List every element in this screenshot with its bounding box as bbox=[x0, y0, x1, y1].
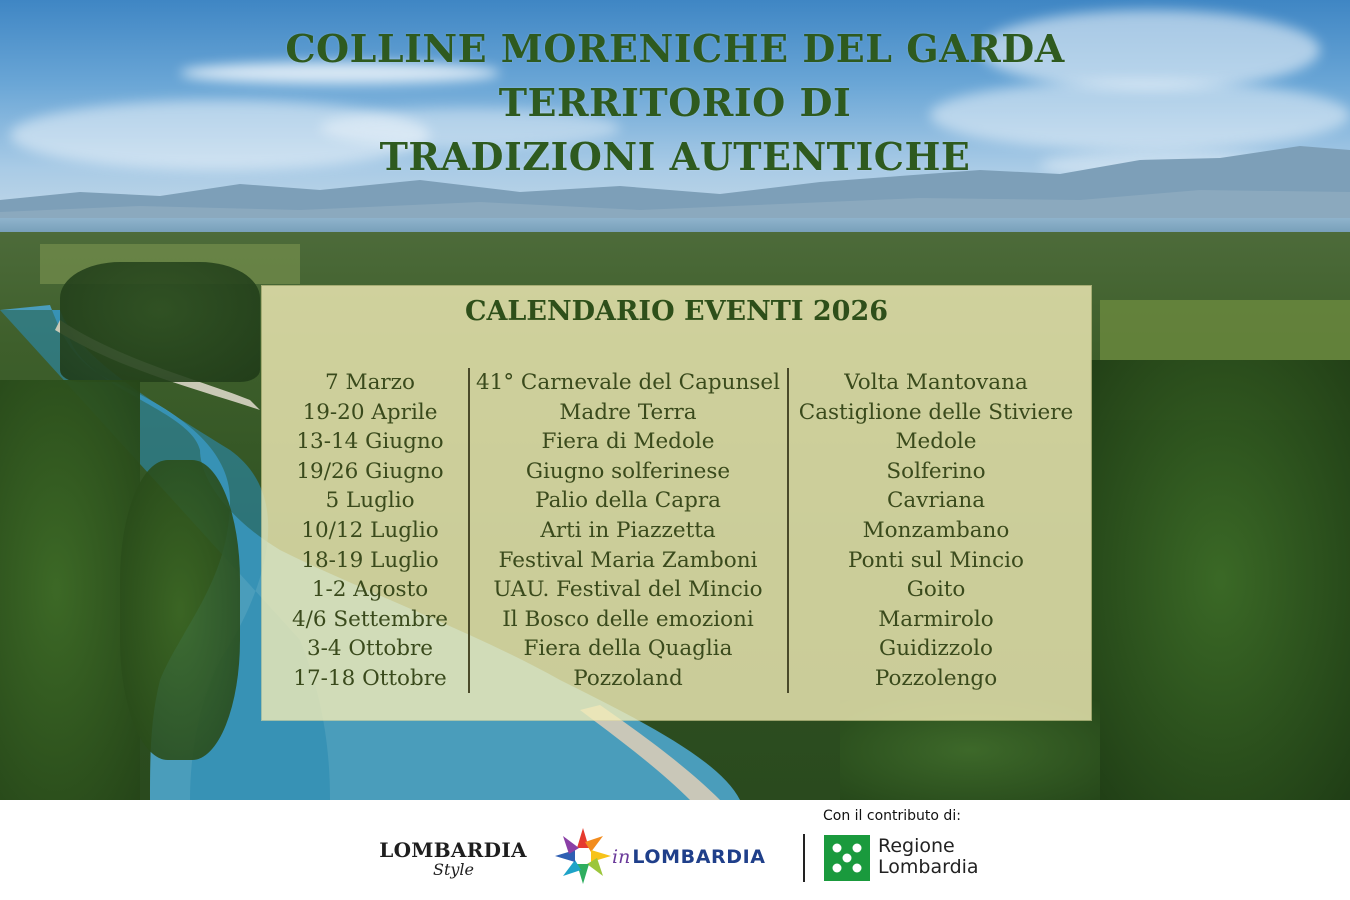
event-place: Monzambano bbox=[862, 517, 1010, 543]
event-date: 1-2 Agosto bbox=[311, 577, 429, 603]
regione-lombardia-logo bbox=[878, 836, 979, 878]
events-calendar-panel bbox=[262, 286, 1091, 720]
event-date: 4/6 Settembre bbox=[291, 606, 449, 632]
in-lombardia-prefix: in bbox=[612, 846, 631, 868]
event-date: 7 Marzo bbox=[325, 370, 415, 395]
event-name: Arti in Piazzetta bbox=[540, 517, 716, 543]
event-place: Solferino bbox=[886, 458, 986, 484]
events-column bbox=[470, 368, 786, 694]
event-place: Volta Mantovana bbox=[844, 370, 1028, 395]
title-line-2: TERRITORIO DI bbox=[498, 80, 852, 125]
event-place: Goito bbox=[906, 577, 966, 603]
event-name: Madre Terra bbox=[559, 399, 697, 425]
event-name: Fiera di Medole bbox=[541, 429, 715, 455]
regione-lombardia-line-2: Lombardia bbox=[878, 856, 979, 878]
event-date: 3-4 Ottobre bbox=[306, 636, 434, 662]
event-place: Pozzolengo bbox=[874, 665, 998, 691]
event-name: Giugno solferinese bbox=[525, 458, 731, 484]
in-lombardia-name: LOMBARDIA bbox=[632, 846, 766, 868]
title-line-1: COLLINE MORENICHE DEL GARDA bbox=[285, 26, 1065, 71]
title-line-3: TRADIZIONI AUTENTICHE bbox=[379, 134, 971, 179]
footer-divider bbox=[803, 834, 805, 882]
event-place: Cavriana bbox=[886, 488, 986, 514]
regione-lombardia-cross-icon bbox=[824, 835, 870, 881]
event-date: 10/12 Luglio bbox=[301, 517, 439, 543]
lombardia-style-tagline: Style bbox=[432, 860, 474, 879]
event-place: Marmirolo bbox=[878, 606, 994, 632]
event-place: Ponti sul Mincio bbox=[848, 547, 1024, 573]
event-name: Palio della Capra bbox=[535, 488, 721, 514]
event-date: 13-14 Giugno bbox=[296, 429, 444, 455]
event-date: 5 Luglio bbox=[325, 488, 415, 514]
page-title bbox=[0, 22, 1350, 184]
lombardia-style-name: LOMBARDIA bbox=[379, 838, 527, 862]
dates-column bbox=[272, 368, 468, 694]
contribution-label: Con il contributo di: bbox=[823, 808, 961, 824]
event-name: Fiera della Quaglia bbox=[523, 636, 733, 662]
event-name: Pozzoland bbox=[573, 665, 683, 691]
event-name: Festival Maria Zamboni bbox=[498, 547, 758, 573]
event-date: 19-20 Aprile bbox=[302, 399, 438, 425]
event-date: 18-19 Luglio bbox=[301, 547, 439, 573]
event-place: Medole bbox=[895, 429, 977, 455]
event-date: 19/26 Giugno bbox=[296, 458, 444, 484]
calendar-title: CALENDARIO EVENTI 2026 bbox=[464, 296, 889, 327]
event-name: 41° Carnevale del Capunsel bbox=[475, 370, 780, 395]
event-name: Il Bosco delle emozioni bbox=[502, 606, 754, 632]
lombardia-style-logo bbox=[376, 838, 530, 878]
event-place: Castiglione delle Stiviere bbox=[798, 399, 1074, 425]
event-date: 17-18 Ottobre bbox=[293, 665, 447, 691]
in-lombardia-star-icon bbox=[553, 826, 613, 886]
regione-lombardia-line-1: Regione bbox=[878, 835, 955, 857]
places-column bbox=[789, 368, 1083, 694]
event-name: UAU. Festival del Mincio bbox=[493, 577, 763, 603]
in-lombardia-logo bbox=[612, 846, 766, 868]
event-place: Guidizzolo bbox=[879, 636, 993, 662]
